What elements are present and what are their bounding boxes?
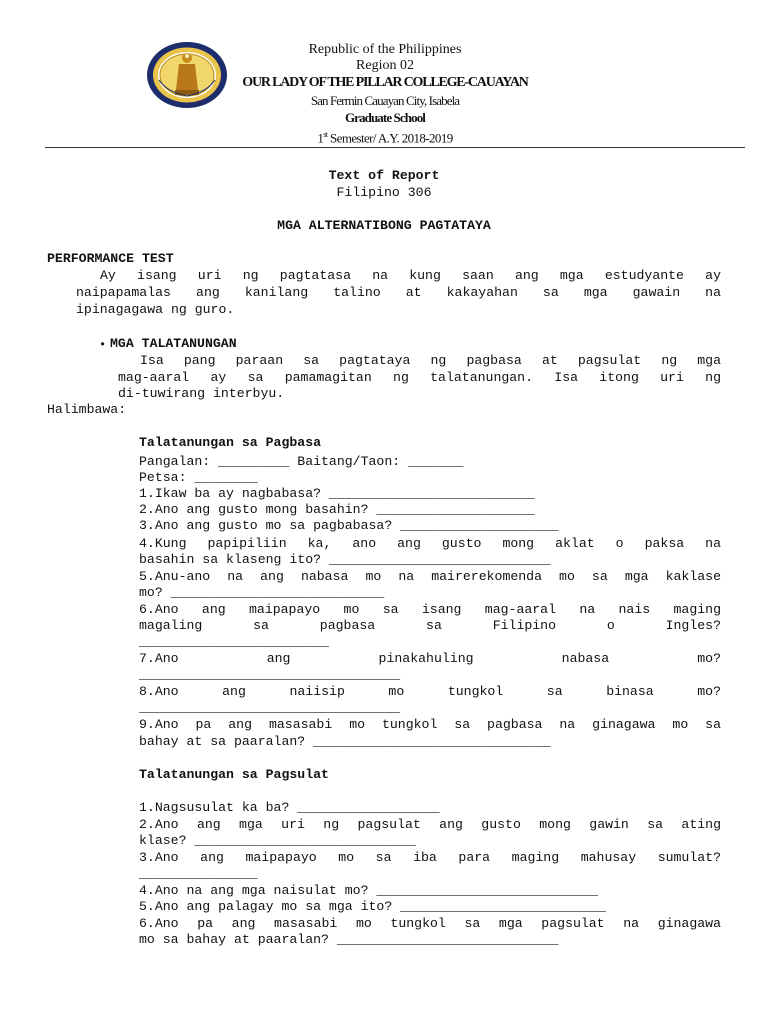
- region-line: Region 02: [356, 58, 414, 73]
- pagsulat-line: _______________: [139, 866, 258, 881]
- pagbasa-line: mo? ___________________________: [139, 585, 385, 600]
- performance-para-line: ipinagagawa ng guro.: [76, 302, 235, 317]
- pagbasa-line: 3.Ano ang gusto mo sa pagbabasa? ____________________: [139, 518, 559, 533]
- pagsulat-line: 1.Nagsusulat ka ba? __________________: [139, 800, 440, 815]
- talatanungan-para-line: Isa pang paraan sa pagtataya ng pagbasa at pagsulat ng mga: [140, 353, 721, 368]
- pagbasa-heading: Talatanungan sa Pagbasa: [139, 435, 322, 450]
- pagbasa-line: 8.Ano ang naiisip mo tungkol sa binasa mo?: [139, 684, 721, 699]
- semester-text: Semester/ A.Y. 2018-2019: [327, 130, 453, 146]
- pagbasa-line: 7.Ano ang pinakahuling nabasa mo?: [139, 651, 721, 666]
- pagbasa-line: Pangalan: _________ Baitang/Taon: _______: [139, 454, 464, 469]
- pagbasa-line: _________________________________: [139, 667, 401, 682]
- pagsulat-line: 3.Ano ang maipapayo mo sa iba para maging mahusay sumulat?: [139, 850, 721, 865]
- semester-suffix: st: [323, 130, 328, 139]
- pagbasa-line: 6.Ano ang maipapayo mo sa isang mag-aaral na nais maging: [139, 602, 721, 617]
- example-label: Halimbawa:: [47, 402, 127, 417]
- pagbasa-line: 9.Ano pa ang masasabi mo tungkol sa pagbasa na ginagawa mo sa: [139, 717, 721, 732]
- pagsulat-line: mo sa bahay at paaralan? ____________________________: [139, 932, 559, 947]
- college-address: San Fermin Cauayan City, Isabela: [310, 93, 460, 108]
- college-name: OUR LADY OF THE PILLAR COLLEGE-CAUAYAN: [242, 75, 528, 90]
- republic-line: Republic of the Philippines: [308, 42, 462, 57]
- topic-title: MGA ALTERNATIBONG PAGTATAYA: [277, 218, 491, 233]
- performance-para-line: naipapamalas ang kanilang talino at kakayahan sa mga gawain na: [76, 285, 721, 300]
- pagbasa-line: 2.Ano ang gusto mong basahin? ____________________: [139, 502, 535, 517]
- performance-para-line: Ay isang uri ng pagtatasa na kung saan ang mga estudyante ay: [100, 268, 721, 283]
- pagbasa-line: bahay at sa paaralan? ______________________________: [139, 734, 551, 749]
- pagsulat-line: 5.Ano ang palagay mo sa mga ito? __________________________: [139, 899, 606, 914]
- course-code: Filipino 306: [336, 185, 432, 200]
- pagbasa-line: 5.Anu-ano na ang nabasa mo na mairerekomenda mo sa mga kaklase: [139, 569, 721, 584]
- school-name: Graduate School: [344, 110, 426, 125]
- semester-line: [160, 126, 610, 146]
- pagsulat-line: 4.Ano na ang mga naisulat mo? ____________________________: [139, 883, 598, 898]
- talatanungan-para-line: di-tuwirang interbyu.: [118, 386, 285, 401]
- pagsulat-line: 2.Ano ang mga uri ng pagsulat ang gusto mong gawin sa ating: [139, 817, 721, 832]
- semester-number: 1: [317, 130, 324, 146]
- pagsulat-line: klase? ____________________________: [139, 833, 416, 848]
- header-divider: [45, 147, 745, 148]
- pagsulat-line: 6.Ano pa ang masasabi mo tungkol sa mga pagsulat na ginagawa: [139, 916, 721, 931]
- pagsulat-heading: Talatanungan sa Pagsulat: [139, 767, 329, 782]
- talatanungan-heading: MGA TALATANUNGAN: [110, 336, 237, 351]
- pagbasa-line: 4.Kung papipiliin ka, ano ang gusto mong aklat o paksa na: [139, 536, 721, 551]
- pagbasa-line: Petsa: ________: [139, 470, 258, 485]
- bullet-icon: •: [99, 338, 107, 352]
- pagbasa-line: basahin sa klaseng ito? ____________________________: [139, 552, 551, 567]
- letterhead: [160, 42, 610, 146]
- pagbasa-line: magaling sa pagbasa sa Filipino o Ingles?: [139, 618, 721, 633]
- report-title: Text of Report: [328, 168, 440, 183]
- pagbasa-line: ________________________: [139, 634, 329, 649]
- pagbasa-line: 1.Ikaw ba ay nagbabasa? __________________________: [139, 486, 535, 501]
- performance-heading: PERFORMANCE TEST: [47, 251, 174, 266]
- pagbasa-line: _________________________________: [139, 700, 401, 715]
- talatanungan-para-line: mag-aaral ay sa pamamagitan ng talatanungan. Isa itong uri ng: [118, 370, 721, 385]
